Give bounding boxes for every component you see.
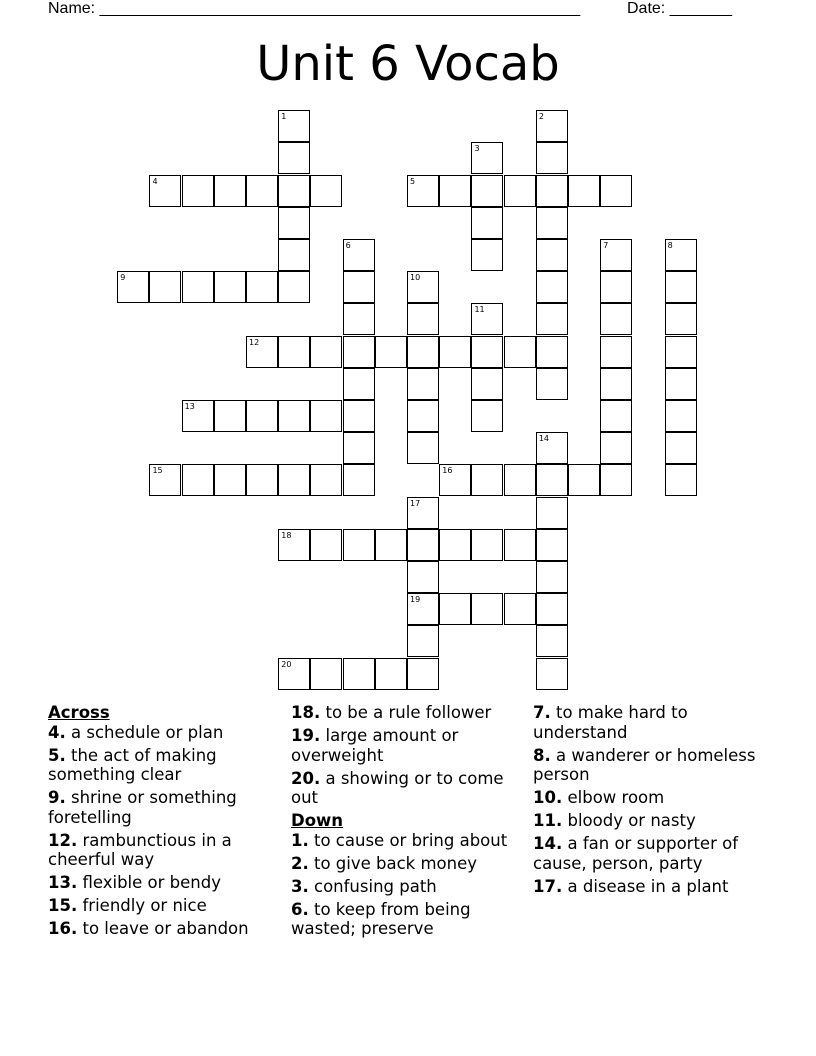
grid-cell[interactable] xyxy=(278,239,310,271)
grid-cell[interactable] xyxy=(343,368,375,400)
cell-number: 15 xyxy=(152,466,163,476)
clue-down-1 xyxy=(291,831,519,851)
grid-cell[interactable] xyxy=(536,175,568,207)
grid-cell[interactable] xyxy=(246,464,278,496)
clues-column-2 xyxy=(291,703,519,942)
clue-number: 12. xyxy=(48,830,78,850)
clue-down-6 xyxy=(291,900,519,939)
grid-cell[interactable] xyxy=(246,400,278,432)
cell-number: 3 xyxy=(474,144,480,154)
cell-number: 1 xyxy=(281,112,287,122)
grid-cell[interactable] xyxy=(536,142,568,174)
clue-text: to make hard to understand xyxy=(533,703,688,742)
cell-number: 4 xyxy=(152,176,158,186)
grid-cell[interactable] xyxy=(536,625,568,657)
grid-cell[interactable] xyxy=(471,239,503,271)
grid-cell[interactable] xyxy=(471,142,503,174)
grid-cell[interactable] xyxy=(214,271,246,303)
cell-number: 13 xyxy=(184,402,195,412)
clue-text: friendly or nice xyxy=(82,896,207,915)
clue-down-17 xyxy=(533,877,773,897)
grid-cell[interactable] xyxy=(439,336,471,368)
clue-number: 2. xyxy=(291,853,309,873)
clue-text: a schedule or plan xyxy=(71,722,224,742)
clue-number: 7. xyxy=(533,703,551,722)
clue-across-16 xyxy=(48,919,273,939)
grid-cell[interactable] xyxy=(536,239,568,271)
cell-number: 12 xyxy=(249,337,260,347)
grid-cell[interactable] xyxy=(343,529,375,561)
grid-cell[interactable] xyxy=(343,271,375,303)
grid-cell[interactable] xyxy=(214,464,246,496)
clue-text: to give back money xyxy=(314,853,478,873)
grid-cell[interactable] xyxy=(407,368,439,400)
clue-down-3 xyxy=(291,877,519,897)
grid-cell[interactable] xyxy=(600,303,632,335)
grid-cell[interactable] xyxy=(600,271,632,303)
grid-cell[interactable] xyxy=(536,207,568,239)
grid-cell[interactable] xyxy=(343,400,375,432)
grid-cell[interactable] xyxy=(439,529,471,561)
clue-number: 15. xyxy=(48,896,78,915)
cell-number: 9 xyxy=(120,273,126,283)
clue-text: shrine or something foretelling xyxy=(48,788,237,827)
grid-cell[interactable] xyxy=(407,432,439,464)
clue-number: 1. xyxy=(291,830,309,850)
grid-cell[interactable] xyxy=(278,464,310,496)
grid-cell[interactable] xyxy=(600,432,632,464)
grid-cell[interactable] xyxy=(504,175,536,207)
grid-cell[interactable] xyxy=(536,303,568,335)
grid-cell[interactable] xyxy=(407,175,439,207)
grid-cell[interactable] xyxy=(149,271,181,303)
grid-cell[interactable] xyxy=(343,239,375,271)
clue-across-19 xyxy=(291,726,519,765)
clue-text: the act of making something clear xyxy=(48,745,217,784)
grid-cell[interactable] xyxy=(278,207,310,239)
clue-text: to leave or abandon xyxy=(82,919,249,938)
grid-cell[interactable] xyxy=(536,658,568,690)
grid-cell[interactable] xyxy=(536,561,568,593)
cell-number: 14 xyxy=(538,434,550,444)
grid-cell[interactable] xyxy=(343,336,375,368)
cell-number: 17 xyxy=(410,498,421,508)
grid-cell[interactable] xyxy=(536,593,568,625)
clue-number: 19. xyxy=(291,726,321,745)
grid-cell[interactable] xyxy=(310,658,342,690)
clue-across-13 xyxy=(48,873,273,893)
grid-cell[interactable] xyxy=(310,529,342,561)
grid-cell[interactable] xyxy=(536,529,568,561)
date-field[interactable]: Date: _______ xyxy=(627,0,732,17)
clue-text: to keep from being wasted; preserve xyxy=(291,899,471,938)
grid-cell[interactable] xyxy=(600,464,632,496)
grid-cell[interactable] xyxy=(504,593,536,625)
grid-cell[interactable] xyxy=(504,336,536,368)
grid-cell[interactable] xyxy=(343,464,375,496)
clue-text: a wanderer or homeless person xyxy=(533,745,756,784)
grid-cell[interactable] xyxy=(536,368,568,400)
grid-cell[interactable] xyxy=(536,110,568,142)
grid-cell[interactable] xyxy=(246,175,278,207)
grid-cell[interactable] xyxy=(182,271,214,303)
clue-text: confusing path xyxy=(314,876,437,896)
clue-number: 8. xyxy=(533,745,551,765)
grid-cell[interactable] xyxy=(665,336,697,368)
clue-number: 18. xyxy=(291,703,321,722)
grid-cell[interactable] xyxy=(310,400,342,432)
down-heading: Down xyxy=(291,811,344,830)
grid-cell[interactable] xyxy=(278,142,310,174)
grid-cell[interactable] xyxy=(407,271,439,303)
grid-cell[interactable] xyxy=(536,271,568,303)
clue-text: a disease in a plant xyxy=(567,876,729,896)
grid-cell[interactable] xyxy=(471,303,503,335)
clues-column-3 xyxy=(533,703,773,900)
grid-cell[interactable] xyxy=(117,271,149,303)
grid-cell[interactable] xyxy=(278,110,310,142)
clue-number: 11. xyxy=(533,811,563,830)
cell-number: 5 xyxy=(410,176,416,186)
clue-down-11 xyxy=(533,811,773,831)
grid-cell[interactable] xyxy=(278,271,310,303)
clue-number: 5. xyxy=(48,745,66,765)
grid-cell[interactable] xyxy=(439,175,471,207)
grid-cell[interactable] xyxy=(214,175,246,207)
grid-cell[interactable] xyxy=(665,432,697,464)
clue-across-9 xyxy=(48,788,273,827)
clue-down-2 xyxy=(291,854,519,874)
grid-cell[interactable] xyxy=(407,593,439,625)
clue-text: large amount or overweight xyxy=(291,726,459,765)
grid-cell[interactable] xyxy=(149,464,181,496)
grid-cell[interactable] xyxy=(665,271,697,303)
grid-cell[interactable] xyxy=(182,464,214,496)
grid-cell[interactable] xyxy=(600,400,632,432)
clue-across-15 xyxy=(48,896,273,916)
clue-text: rambunctious in a cheerful way xyxy=(48,830,232,869)
cell-number: 10 xyxy=(410,273,421,283)
clue-number: 16. xyxy=(48,919,78,938)
grid-cell[interactable] xyxy=(536,336,568,368)
grid-cell[interactable] xyxy=(407,529,439,561)
grid-cell[interactable] xyxy=(665,464,697,496)
clue-down-14 xyxy=(533,834,773,873)
grid-cell[interactable] xyxy=(665,368,697,400)
grid-cell[interactable] xyxy=(471,207,503,239)
grid-cell[interactable] xyxy=(407,658,439,690)
page-title: Unit 6 Vocab xyxy=(256,36,560,92)
grid-cell[interactable] xyxy=(343,432,375,464)
grid-cell[interactable] xyxy=(600,239,632,271)
cell-number: 16 xyxy=(442,466,453,476)
grid-cell[interactable] xyxy=(375,336,407,368)
clue-across-20 xyxy=(291,769,519,808)
clue-text: a fan or supporter of cause, person, party xyxy=(533,834,739,873)
cell-number: 7 xyxy=(603,241,609,251)
grid-cell[interactable] xyxy=(182,175,214,207)
clue-down-7 xyxy=(533,703,773,742)
grid-cell[interactable] xyxy=(536,432,568,464)
clue-text: a showing or to come out xyxy=(291,768,504,807)
grid-cell[interactable] xyxy=(343,303,375,335)
grid-cell[interactable] xyxy=(343,658,375,690)
cell-number: 8 xyxy=(667,241,673,251)
clue-across-5 xyxy=(48,746,273,785)
grid-cell[interactable] xyxy=(568,175,600,207)
grid-cell[interactable] xyxy=(471,593,503,625)
cell-number: 11 xyxy=(474,305,485,315)
clue-text: to be a rule follower xyxy=(325,703,492,722)
grid-cell[interactable] xyxy=(310,175,342,207)
grid-cell[interactable] xyxy=(439,464,471,496)
grid-cell[interactable] xyxy=(504,529,536,561)
grid-cell[interactable] xyxy=(600,368,632,400)
grid-cell[interactable] xyxy=(600,175,632,207)
grid-cell[interactable] xyxy=(471,464,503,496)
grid-cell[interactable] xyxy=(407,497,439,529)
clue-text: flexible or bendy xyxy=(82,873,221,892)
grid-cell[interactable] xyxy=(407,303,439,335)
grid-cell[interactable] xyxy=(665,239,697,271)
grid-cell[interactable] xyxy=(278,175,310,207)
grid-cell[interactable] xyxy=(310,464,342,496)
grid-cell[interactable] xyxy=(407,561,439,593)
grid-cell[interactable] xyxy=(665,303,697,335)
clue-number: 13. xyxy=(48,873,78,892)
clue-number: 14. xyxy=(533,834,563,853)
grid-cell[interactable] xyxy=(600,336,632,368)
clues-column-1 xyxy=(48,703,273,942)
clue-text: to cause or bring about xyxy=(314,830,508,850)
grid-cell[interactable] xyxy=(278,336,310,368)
cell-number: 6 xyxy=(345,241,351,251)
grid-cell[interactable] xyxy=(471,175,503,207)
clue-across-12 xyxy=(48,831,273,870)
grid-cell[interactable] xyxy=(407,625,439,657)
grid-cell[interactable] xyxy=(278,529,310,561)
grid-cell[interactable] xyxy=(407,400,439,432)
grid-cell[interactable] xyxy=(375,658,407,690)
cell-number: 2 xyxy=(538,112,544,122)
cell-number: 20 xyxy=(281,659,292,669)
clue-number: 20. xyxy=(291,768,321,788)
name-field[interactable]: Name: ______________________________________________________ xyxy=(48,0,581,17)
across-heading: Across xyxy=(48,703,110,722)
grid-cell[interactable] xyxy=(665,400,697,432)
grid-cell[interactable] xyxy=(471,336,503,368)
clue-across-18 xyxy=(291,703,519,723)
grid-cell[interactable] xyxy=(504,464,536,496)
clue-number: 9. xyxy=(48,788,66,807)
clue-number: 6. xyxy=(291,899,309,919)
grid-cell[interactable] xyxy=(471,400,503,432)
clue-across-4 xyxy=(48,723,273,743)
clue-down-10 xyxy=(533,788,773,808)
grid-cell[interactable] xyxy=(278,400,310,432)
grid-cell[interactable] xyxy=(214,400,246,432)
clue-number: 3. xyxy=(291,876,309,896)
grid-cell[interactable] xyxy=(568,464,600,496)
clue-down-8 xyxy=(533,746,773,785)
grid-cell[interactable] xyxy=(536,464,568,496)
cell-number: 18 xyxy=(281,530,292,540)
grid-cell[interactable] xyxy=(246,336,278,368)
grid-cell[interactable] xyxy=(375,529,407,561)
grid-cell[interactable] xyxy=(246,271,278,303)
cell-number: 19 xyxy=(410,595,421,605)
grid-cell[interactable] xyxy=(439,593,471,625)
clue-text: bloody or nasty xyxy=(567,811,696,830)
grid-cell[interactable] xyxy=(278,658,310,690)
grid-cell[interactable] xyxy=(149,175,181,207)
grid-cell[interactable] xyxy=(536,497,568,529)
grid-cell[interactable] xyxy=(310,336,342,368)
grid-cell[interactable] xyxy=(407,336,439,368)
grid-cell[interactable] xyxy=(471,368,503,400)
grid-cell[interactable] xyxy=(182,400,214,432)
clue-number: 4. xyxy=(48,722,66,742)
clue-number: 10. xyxy=(533,788,563,807)
grid-cell[interactable] xyxy=(471,529,503,561)
clue-number: 17. xyxy=(533,876,563,896)
clue-text: elbow room xyxy=(567,788,665,807)
